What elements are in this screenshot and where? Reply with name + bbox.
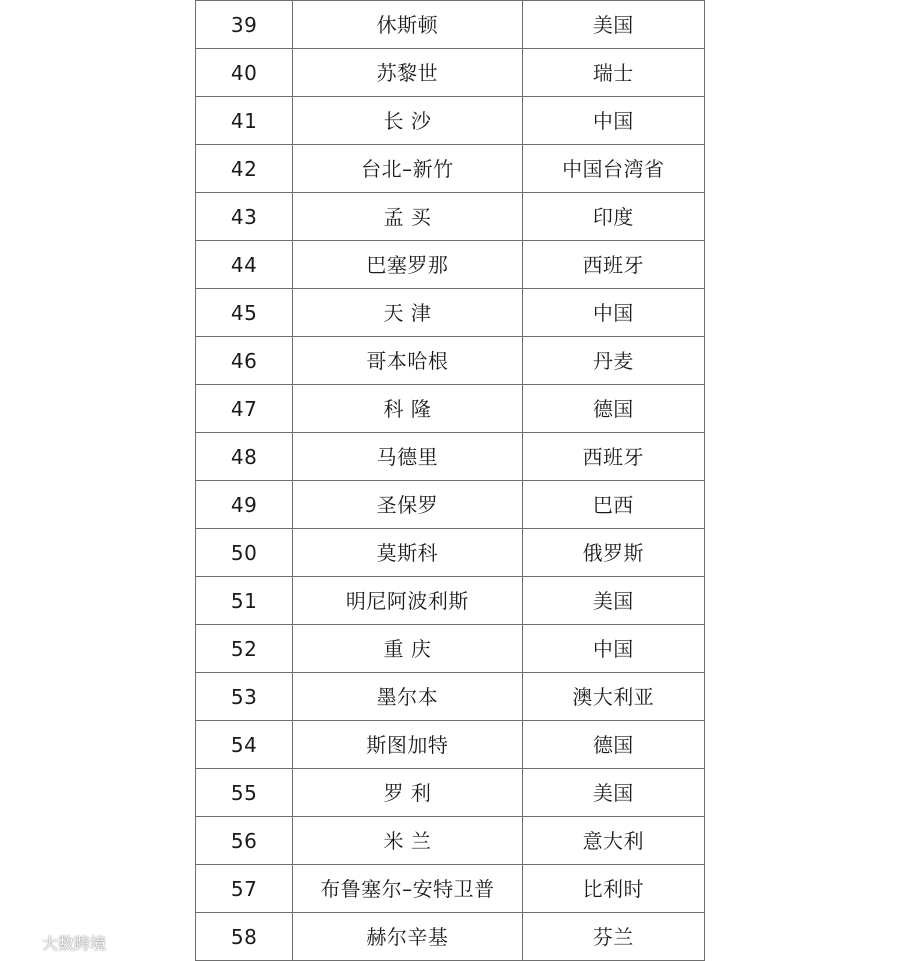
rank-cell: 44 <box>196 241 293 289</box>
country-cell: 芬兰 <box>522 913 704 961</box>
city-cell: 苏黎世 <box>293 49 522 97</box>
rank-cell: 50 <box>196 529 293 577</box>
city-cell: 台北–新竹 <box>293 145 522 193</box>
city-cell: 长 沙 <box>293 97 522 145</box>
city-cell: 休斯顿 <box>293 1 522 49</box>
rank-cell: 41 <box>196 97 293 145</box>
table-row <box>196 913 705 961</box>
city-cell: 布鲁塞尔–安特卫普 <box>293 865 522 913</box>
table-row <box>196 433 705 481</box>
rank-cell: 47 <box>196 385 293 433</box>
country-cell: 美国 <box>522 577 704 625</box>
city-cell: 哥本哈根 <box>293 337 522 385</box>
rank-cell: 46 <box>196 337 293 385</box>
city-cell: 莫斯科 <box>293 529 522 577</box>
table-row <box>196 337 705 385</box>
table-row <box>196 721 705 769</box>
country-cell: 德国 <box>522 385 704 433</box>
city-cell: 孟 买 <box>293 193 522 241</box>
rank-cell: 48 <box>196 433 293 481</box>
rank-cell: 40 <box>196 49 293 97</box>
table-body <box>196 1 705 961</box>
country-cell: 比利时 <box>522 865 704 913</box>
city-cell: 巴塞罗那 <box>293 241 522 289</box>
table-row <box>196 481 705 529</box>
country-cell: 意大利 <box>522 817 704 865</box>
city-ranking-table <box>195 0 705 961</box>
rank-cell: 45 <box>196 289 293 337</box>
country-cell: 中国 <box>522 625 704 673</box>
rank-cell: 56 <box>196 817 293 865</box>
country-cell: 中国台湾省 <box>522 145 704 193</box>
table-row <box>196 817 705 865</box>
city-cell: 圣保罗 <box>293 481 522 529</box>
watermark-logo-icon <box>8 931 38 953</box>
rank-cell: 51 <box>196 577 293 625</box>
city-cell: 斯图加特 <box>293 721 522 769</box>
city-cell: 科 隆 <box>293 385 522 433</box>
city-cell: 罗 利 <box>293 769 522 817</box>
rank-cell: 42 <box>196 145 293 193</box>
table-row <box>196 625 705 673</box>
city-cell: 重 庆 <box>293 625 522 673</box>
rank-cell: 54 <box>196 721 293 769</box>
table-row <box>196 529 705 577</box>
table-row <box>196 193 705 241</box>
rank-cell: 43 <box>196 193 293 241</box>
rank-cell: 52 <box>196 625 293 673</box>
country-cell: 美国 <box>522 1 704 49</box>
table-row <box>196 145 705 193</box>
country-cell: 俄罗斯 <box>522 529 704 577</box>
table-row <box>196 289 705 337</box>
city-cell: 马德里 <box>293 433 522 481</box>
table-row <box>196 97 705 145</box>
rank-cell: 53 <box>196 673 293 721</box>
city-cell: 天 津 <box>293 289 522 337</box>
table-row <box>196 1 705 49</box>
table-row <box>196 769 705 817</box>
table-row <box>196 673 705 721</box>
city-cell: 明尼阿波利斯 <box>293 577 522 625</box>
rank-cell: 49 <box>196 481 293 529</box>
country-cell: 巴西 <box>522 481 704 529</box>
table-row <box>196 865 705 913</box>
country-cell: 西班牙 <box>522 241 704 289</box>
country-cell: 中国 <box>522 97 704 145</box>
country-cell: 德国 <box>522 721 704 769</box>
city-cell: 赫尔辛基 <box>293 913 522 961</box>
watermark-text: 大数跨境 <box>42 933 107 953</box>
country-cell: 中国 <box>522 289 704 337</box>
table-row <box>196 385 705 433</box>
country-cell: 澳大利亚 <box>522 673 704 721</box>
table-row <box>196 241 705 289</box>
rank-cell: 55 <box>196 769 293 817</box>
country-cell: 瑞士 <box>522 49 704 97</box>
country-cell: 西班牙 <box>522 433 704 481</box>
country-cell: 印度 <box>522 193 704 241</box>
table-row <box>196 577 705 625</box>
rank-cell: 39 <box>196 1 293 49</box>
city-cell: 米 兰 <box>293 817 522 865</box>
country-cell: 丹麦 <box>522 337 704 385</box>
rank-cell: 58 <box>196 913 293 961</box>
rank-cell: 57 <box>196 865 293 913</box>
watermark <box>8 930 106 954</box>
city-cell: 墨尔本 <box>293 673 522 721</box>
table-row <box>196 49 705 97</box>
country-cell: 美国 <box>522 769 704 817</box>
